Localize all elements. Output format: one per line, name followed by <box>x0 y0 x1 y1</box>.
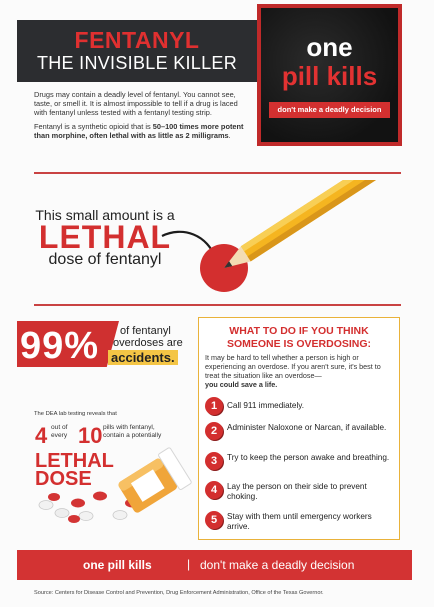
step-text: Administer Naloxone or Narcan, if available. <box>227 423 387 432</box>
step-number-badge: 5 <box>205 511 223 529</box>
logo-line-pill-kills: pill kills <box>281 61 378 91</box>
one-pill-kills-logo <box>257 4 402 146</box>
step-4 <box>205 481 395 507</box>
dea-pills-line1: pills with fentanyl, <box>103 424 155 431</box>
intro-text <box>34 90 252 144</box>
what-to-do-title <box>199 325 399 350</box>
logo-background <box>261 8 398 142</box>
source-citation: Source: Centers for Disease Control and Prevention, Drug Enforcement Administration, Office of the Texas Governor. <box>34 590 324 596</box>
header-subtitle: THE INVISIBLE KILLER <box>36 53 238 73</box>
step-3 <box>205 452 395 478</box>
step-5 <box>205 511 395 537</box>
dea-out-of-text <box>51 424 68 439</box>
percent-desc-line1: of fentanyl <box>120 325 171 337</box>
intro-paragraph-2 <box>34 122 252 140</box>
percent-value: 99% <box>20 325 100 367</box>
lethal-dose-text: dose of fentanyl <box>48 251 162 268</box>
footer-separator: | <box>187 557 191 571</box>
step-number-badge: 2 <box>205 422 223 440</box>
dea-number-10: 10 <box>78 423 103 448</box>
what-to-do-intro <box>205 353 395 389</box>
intro-paragraph-1: Drugs may contain a deadly level of fentanyl. You cannot see, taste, or smell it. It is almost impossible to tell if a drug is laced with fentanyl unless tested with a fentanyl testing strip. <box>34 90 238 118</box>
dea-pills-text <box>103 424 161 439</box>
footer-banner <box>17 550 412 580</box>
dea-out-of-line1: out of <box>51 424 68 431</box>
divider-top <box>34 172 401 174</box>
dea-number-4: 4 <box>35 423 48 448</box>
footer-brand: one pill kills <box>83 558 152 572</box>
logo-line-one: one <box>306 32 353 62</box>
pencil-illustration-icon <box>190 180 410 300</box>
step-text: Lay the person on their side to prevent choking. <box>227 482 367 501</box>
step-text: Try to keep the person awake and breathing. <box>227 453 390 462</box>
step-number-badge: 4 <box>205 481 223 499</box>
lethal-lead-text: This small amount is a <box>35 207 175 223</box>
intro-p2-prefix: Fentanyl is a synthetic opioid that is <box>34 121 153 131</box>
header-banner <box>17 20 257 82</box>
step-1 <box>205 397 395 423</box>
percent-desc-highlight: accidents. <box>108 350 178 365</box>
step-2 <box>205 422 395 448</box>
dea-out-of-line2: every <box>51 431 68 439</box>
step-number-badge: 3 <box>205 452 223 470</box>
footer-tagline: don't make a deadly decision <box>200 558 355 572</box>
intro-p2-suffix: . <box>228 130 231 140</box>
step-text: Call 911 immediately. <box>227 401 305 410</box>
dea-lead-text: The DEA lab testing reveals that <box>34 411 117 417</box>
divider-middle <box>34 304 401 306</box>
what-to-do-intro-bold: you could save a life. <box>205 380 278 389</box>
step-text: Stay with them until emergency workers arrive. <box>227 512 372 531</box>
pill-bottle-icon <box>34 443 194 528</box>
header-title: FENTANYL <box>74 27 200 53</box>
percent-desc-line2: overdoses are <box>113 337 183 349</box>
dea-pills-line2: contain a potentially <box>103 431 162 439</box>
what-to-do-title-line1: WHAT TO DO IF YOU THINK <box>229 325 369 337</box>
what-to-do-title-line2: SOMEONE IS OVERDOSING: <box>226 337 372 350</box>
what-to-do-box <box>198 317 400 540</box>
lethal-dose-heading-line2: DOSE <box>35 468 92 490</box>
lethal-dose-heading-line1: LETHAL <box>35 450 114 472</box>
what-to-do-intro-text: It may be hard to tell whether a person is high or experiencing an overdose. If you aren't sure, it's best to treat the situation like an overdose— <box>205 353 381 380</box>
step-number-badge: 1 <box>205 397 223 415</box>
logo-tagline: don't make a deadly decision <box>269 102 390 118</box>
intro-p2-bold: 50–100 times more potent than morphine, often lethal with as little as 2 milligrams <box>34 121 244 140</box>
lethal-heading: LETHAL <box>38 219 172 255</box>
